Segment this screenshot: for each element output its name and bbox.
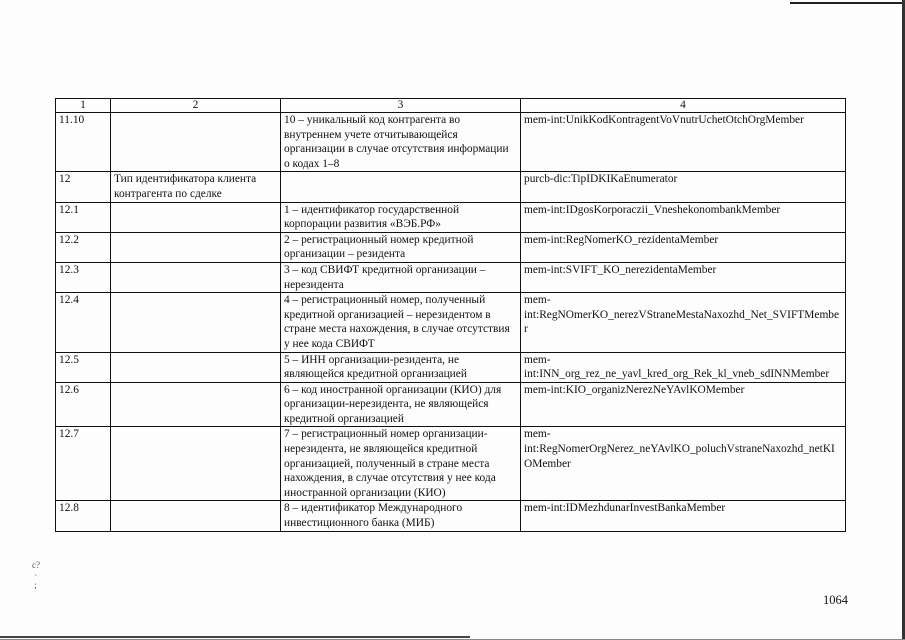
row-member-id: mem-int:IDMezhdunarInvestBankaMember — [521, 501, 846, 531]
scan-artifact-bottom — [0, 636, 470, 638]
row-description: 3 – код СВИФТ кредитной организации – нерезидента — [281, 262, 521, 292]
row-code: 12.1 — [56, 202, 111, 232]
table-row — [56, 293, 846, 352]
row-name — [111, 262, 281, 292]
row-code: 12.2 — [56, 232, 111, 262]
row-name — [111, 232, 281, 262]
row-code: 12.5 — [56, 352, 111, 382]
row-code: 12.7 — [56, 427, 111, 501]
table-row — [56, 352, 846, 382]
row-description: 8 – идентификатор Международного инвестиционного банка (МИБ) — [281, 501, 521, 531]
table-row — [56, 232, 846, 262]
row-name — [111, 427, 281, 501]
row-description — [281, 172, 521, 202]
row-member-id: mem-int:RegNomerOrgNerez_neYAvlKO_poluchVstraneNaxozhd_netKIOMember — [521, 427, 846, 501]
row-member-id: mem-int:KIO_organizNerezNeYAvlKOMember — [521, 382, 846, 427]
row-name — [111, 293, 281, 352]
column-header-3: 3 — [281, 99, 521, 113]
margin-marks: c? · ; — [32, 560, 40, 590]
row-name — [111, 113, 281, 172]
row-code: 12.8 — [56, 501, 111, 531]
column-header-1: 1 — [56, 99, 111, 113]
row-description: 1 – идентификатор государственной корпорации развития «ВЭБ.РФ» — [281, 202, 521, 232]
row-description: 4 – регистрационный номер, полученный кредитной организацией – нерезидентом в стране места нахождения, в случае отсутствия у нее кода СВИФТ — [281, 293, 521, 352]
row-code: 12.4 — [56, 293, 111, 352]
row-name — [111, 202, 281, 232]
row-code: 11.10 — [56, 113, 111, 172]
row-name — [111, 382, 281, 427]
row-description: 6 – код иностранной организации (КИО) для организации-нерезидента, не являющейся кредитной организацией — [281, 382, 521, 427]
table-row — [56, 501, 846, 531]
row-name — [111, 501, 281, 531]
row-code: 12.6 — [56, 382, 111, 427]
row-code: 12 — [56, 172, 111, 202]
row-member-id: mem-int:RegNOmerKO_nerezVStraneMestaNaxozhd_Net_SVIFTMember — [521, 293, 846, 352]
row-description: 5 – ИНН организации-резидента, не являющейся кредитной организацией — [281, 352, 521, 382]
row-member-id: mem-int:IDgosKorporaczii_VneshekonombankMember — [521, 202, 846, 232]
row-name: Тип идентификатора клиента контрагента по сделке — [111, 172, 281, 202]
row-name — [111, 352, 281, 382]
row-description: 10 – уникальный код контрагента во внутреннем учете отчитывающейся организации в случае отсутствия информации о кодах 1–8 — [281, 113, 521, 172]
row-code: 12.3 — [56, 262, 111, 292]
classification-table — [55, 98, 846, 532]
table-row — [56, 427, 846, 501]
row-description: 2 – регистрационный номер кредитной организации – резидента — [281, 232, 521, 262]
table-row — [56, 262, 846, 292]
row-member-id: mem-int:RegNomerKO_rezidentaMember — [521, 232, 846, 262]
row-member-id: mem-int:SVIFT_KO_nerezidentaMember — [521, 262, 846, 292]
table-row — [56, 202, 846, 232]
table-row — [56, 113, 846, 172]
row-member-id: purcb-dic:TipIDKIKaEnumerator — [521, 172, 846, 202]
column-header-2: 2 — [111, 99, 281, 113]
row-description: 7 – регистрационный номер организации-нерезидента, не являющейся кредитной организацией, полученный в стране места нахождения, в случае отсутствия у нее кода иностранной организации (КИО) — [281, 427, 521, 501]
row-member-id: mem-int:INN_org_rez_ne_yavl_kred_org_Rek_kl_vneb_sdINNMember — [521, 352, 846, 382]
page-number: 1064 — [823, 593, 848, 607]
column-header-4: 4 — [521, 99, 846, 113]
row-member-id: mem-int:UnikKodKontragentVoVnutrUchetOtchOrgMember — [521, 113, 846, 172]
table-row — [56, 172, 846, 202]
table-header-row — [56, 99, 846, 113]
scan-artifact-top — [790, 2, 905, 4]
table-row — [56, 382, 846, 427]
